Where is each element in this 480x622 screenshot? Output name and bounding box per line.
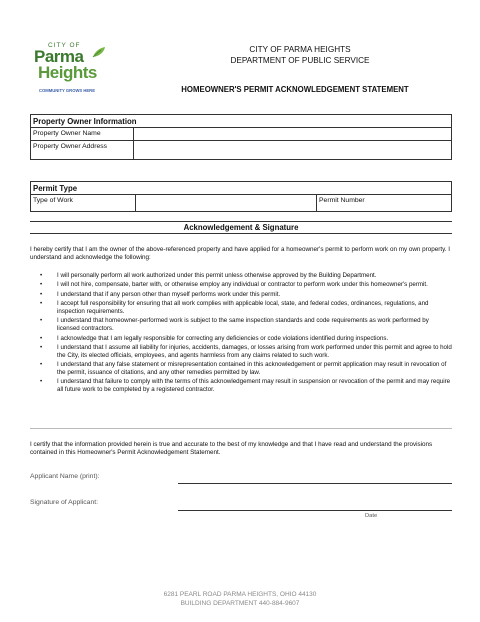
bullet-icon: • — [40, 317, 43, 325]
permit-number-field[interactable]: Permit Number — [319, 197, 365, 204]
signature-label: Signature of Applicant: — [30, 499, 99, 506]
owner-name-label: Property Owner Name — [31, 128, 134, 140]
bullet-icon: • — [40, 272, 43, 279]
permit-type-table — [30, 181, 452, 212]
applicant-name-field[interactable] — [178, 483, 452, 484]
bullet-icon: • — [40, 281, 43, 289]
acknowledgement-heading: Acknowledgement & Signature — [30, 221, 452, 234]
date-label: Date — [365, 513, 378, 519]
section-divider — [30, 428, 452, 429]
bullet-icon: • — [40, 361, 43, 369]
signature-field[interactable] — [178, 510, 452, 511]
owner-name-row — [31, 127, 451, 140]
owner-address-label: Property Owner Address — [31, 141, 134, 159]
footer-phone: BUILDING DEPARTMENT 440-884-9607 — [180, 600, 300, 607]
footer-address: 6281 PEARL ROAD PARMA HEIGHTS, OHIO 44130 — [163, 591, 317, 598]
applicant-name-label: Applicant Name (print): — [30, 473, 100, 480]
list-item-text: I understand that homeowner-performed work is subject to the same inspection standards and code requirements as work performed by licensed contractors. — [57, 317, 429, 333]
type-of-work-field[interactable] — [136, 195, 317, 211]
list-item-text: I will personally perform all work authorized under this permit unless otherwise approved by the Building Department. — [57, 272, 377, 279]
list-item — [30, 272, 452, 280]
list-item-text: I will not hire, compensate, barter with, or otherwise employ any individual or contractor to perform work under this homeowner's permit. — [57, 281, 428, 289]
acknowledgement-intro: I hereby certify that I am the owner of the above-referenced property and have applied for a homeowner's permit to perform work on my own property. I understand and acknowledge the following: — [30, 246, 451, 262]
property-owner-table — [30, 114, 452, 160]
list-item — [30, 300, 452, 316]
bullet-icon: • — [40, 300, 43, 308]
bullet-icon: • — [40, 334, 43, 342]
acknowledgement-list — [30, 272, 452, 396]
list-item — [30, 335, 452, 343]
owner-address-field[interactable] — [134, 141, 451, 159]
list-item-text: I acknowledge that I am legally responsible for correcting any deficiencies or code violations identified during inspections. — [57, 334, 389, 342]
list-item-text: I understand that if any person other than myself performs work under this permit. — [57, 290, 281, 298]
list-item-text: I understand that any false statement or misrepresentation contained in this acknowledgement or permit application may result in revocation of the permit, issuance of citations, and any other remedies permitted by law. — [57, 361, 447, 376]
logo-heights: Heights — [38, 63, 97, 82]
permit-type-heading: Permit Type — [33, 184, 78, 193]
header-city: CITY OF PARMA HEIGHTS — [249, 45, 351, 54]
list-item — [30, 378, 452, 394]
leaf-icon — [92, 46, 106, 58]
header-department: DEPARTMENT OF PUBLIC SERVICE — [230, 56, 370, 65]
list-item-text: I understand that I assume all liability for injuries, accidents, damages, or losses arising from work performed under this permit and agree to hold the City, its elected officials, employees, and agents harmless from any claims related to such work. — [57, 343, 452, 359]
list-item — [30, 317, 452, 333]
bullet-icon: • — [40, 378, 43, 386]
city-logo — [30, 42, 112, 98]
list-item-text: I accept full responsibility for ensuring that all work complies with applicable local, state, and federal codes, ordinances, regulations, and inspection requirements. — [57, 300, 429, 315]
list-item — [30, 281, 452, 289]
list-item — [30, 291, 452, 299]
certification-text: I certify that the information provided herein is true and accurate to the best of my knowledge and that I have read and understand the provisions contained in this Homeowner's Permit Acknowledgement Statement. — [30, 441, 433, 457]
bullet-icon: • — [40, 343, 43, 351]
property-owner-heading: Property Owner Information — [33, 117, 137, 126]
owner-name-field[interactable] — [134, 128, 451, 140]
permit-type-row — [31, 194, 451, 211]
logo-parma: Parma — [34, 47, 84, 66]
list-item-text: I understand that failure to comply with the terms of this acknowledgement may result in suspension or revocation of the permit and may require all future work to be completed by a registered contractor. — [57, 378, 451, 394]
logo-city-of: CITY OF — [48, 42, 81, 49]
list-item — [30, 361, 452, 377]
bullet-icon: • — [40, 290, 43, 298]
owner-address-row — [31, 140, 451, 159]
logo-tagline: COMMUNITY GROWS HERE — [39, 88, 95, 93]
list-item — [30, 344, 452, 360]
type-of-work-label: Type of Work — [31, 195, 136, 211]
document-title: HOMEOWNER'S PERMIT ACKNOWLEDGEMENT STATEMENT — [181, 85, 409, 94]
